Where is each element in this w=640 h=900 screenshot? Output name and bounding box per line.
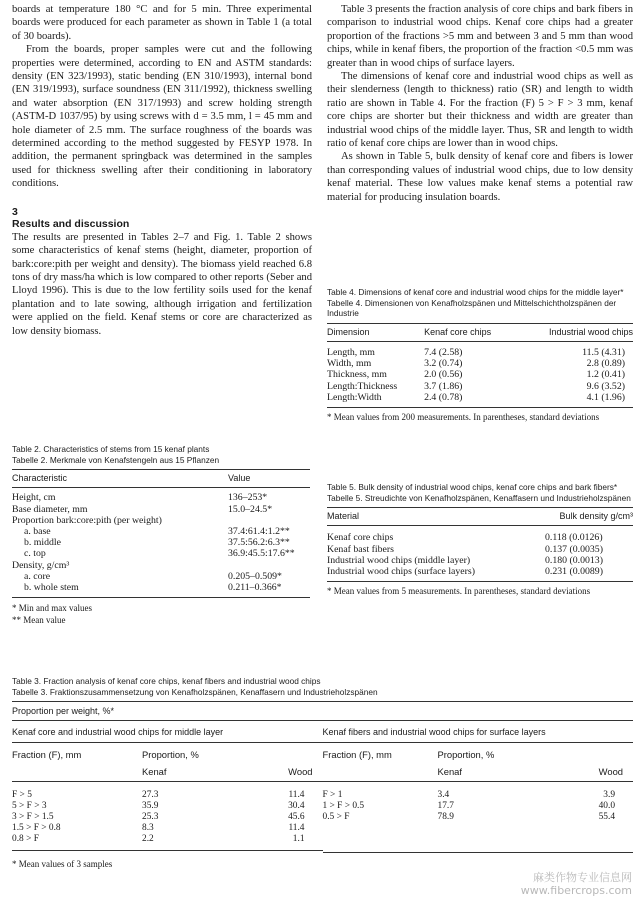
paragraph: boards at temperature 180 °C and for 5 min. Three experimental boards were produced for each parameter as shown in Table 1 (a total of 30 boards). [12,4,312,42]
table-footnote: ** Mean value [12,614,66,625]
table-cell: 0.205–0.509* [228,570,282,582]
table-row [327,341,633,358]
table-cell: Industrial wood chips (surface layers) [327,566,475,577]
table-row [12,801,323,812]
table-row [323,781,634,801]
characteristics-table [12,469,310,598]
table-cell: Height, cm [12,492,56,504]
table-cell: 1.5 > F > 0.8 [12,823,61,834]
table-caption-german: Tabelle 3. Fraktionszusammensetzung von Kenafholzspänen, Kenaffasern und Industrieholzspänen [12,686,378,697]
paragraph: The dimensions of kenaf core and industrial wood chips as well as their slenderness (length to thickness) ratio (SR) and length to width ratio are shown in Table 4. For the fraction (F) 5 > F > 3 mm, kenaf core chips are shorter but their thickness and width are greater than industrial wood chips of the middle layer. Thus, SR and length to width ratio of kenaf core chips are lower than in wood chips. [327,71,633,150]
table-row [327,566,633,582]
dimensions-table [327,323,633,408]
table-row [12,812,323,823]
table-cell: 4.1 (1.96) [586,391,625,403]
column-header: Fraction (F), mm [12,749,82,761]
table-cell: F > 5 [12,789,32,800]
table-cell [228,560,310,571]
bulk-density-table [327,507,633,582]
table-cell: 136–253* [228,492,268,504]
section-number: 3 [12,205,18,218]
table-cell: 3.4 [437,789,450,800]
table-cell: Kenaf core chips [327,532,394,544]
table-row [12,560,310,571]
table-row [327,358,633,369]
table-row [12,526,310,537]
table-cell: b. whole stem [24,582,79,594]
table-cell: 0.137 (0.0035) [545,543,603,555]
table-row [12,515,310,526]
table-cell: 8.3 [142,823,154,834]
table-row [12,781,323,801]
table-cell: 0.8 > F [12,834,39,845]
table-caption: Table 2. Characteristics of stems from 15 kenaf plants [12,444,210,454]
table-row [323,801,634,812]
section-heading: Results and discussion [12,217,130,230]
table-caption-german: Tabelle 2. Merkmale von Kenafstengeln aus 15 Pflanzen [12,454,220,465]
table-row [12,834,323,850]
table-cell: 35.9 [142,800,159,811]
table-row [327,544,633,555]
table-cell: Density, g/cm³ [12,559,70,571]
table-footnote: * Min and max values [12,603,92,614]
middle-layer-group [12,727,323,853]
table-3 [12,676,633,870]
table-cell: 0.118 (0.0126) [545,532,603,544]
column-header: Characteristic [12,473,68,484]
table-cell: 1.1 [292,834,305,845]
table-cell: 2.0 (0.56) [424,369,463,381]
table-cell: 15.0–24.5* [228,503,273,515]
table-footnote: * Mean values from 200 measurements. In parentheses, standard deviations [327,412,600,422]
table-caption: Table 3. Fraction analysis of kenaf core chips, kenaf fibers and industrial wood chips [12,676,321,686]
table-row [327,526,633,544]
table-row [323,812,634,853]
table-cell: 2.8 (0.89) [586,358,625,370]
table-cell: 11.4 [288,789,305,800]
table-cell: 27.3 [142,789,159,800]
table-row [12,504,310,515]
table-cell: Industrial wood chips (middle layer) [327,554,471,566]
table-cell: 0.5 > F [322,812,350,822]
table-cell: 3 > F > 1.5 [12,812,54,822]
table-5 [327,482,633,597]
table-cell: c. top [24,548,46,560]
paragraph: From the boards, proper samples were cut and the following properties were determined, according to EN and ASTM standards: density (EN 323/1993), static bending (EN 310/1993), internal bond (EN 319/1993), surface soundness (EN 311/1992), thickness swelling and water absorption (EN 317/1993) and screw holding strength (ASTM-D 1037/95) by using screws with d = 3.5 mm, l = 45 mm and hole diameter of 2.5 mm. The surface roughness of the boards was determined according to the method suggested by FESYP 1978. In addition, the permanent springback was determined in the samples used for thickness swelling after their conditioning in laboratory conditions. [12,44,312,190]
column-header: Proportion, % [142,749,199,761]
column-header: Bulk density g/cm³ [559,511,633,522]
table-cell: 3.2 (0.74) [424,358,463,370]
table-cell: 2.2 [142,834,154,845]
table-cell: Kenaf bast fibers [327,543,394,555]
table-row [12,488,310,504]
column-header: Kenaf [142,766,167,778]
left-text-column [12,3,312,338]
watermark-line: 麻类作物专业信息网 [533,871,632,884]
table-cell: Length:Width [327,391,382,403]
paragraph: The results are presented in Tables 2–7 and Fig. 1. Table 2 shows some characteristics of kenaf stems (height, diameter, proportion of bark:core:pith per weight and density). The biomass yield reached 6.8 tons of dry mass/ha which is low compared to other reports (Seber and Lloyd 1996). This is due to the low fertility soils used for the kenaf plantation and to late sowing, although irrigation and fertilization were applied on the field. Kenaf stems or core are characterized as low density biomass. [12,231,312,337]
table-row [12,823,323,834]
column-header: Industrial wood chips [548,326,633,337]
table-cell: 0.231 (0.0089) [545,566,603,577]
table-cell: 55.4 [598,812,615,822]
table-cell: 40.0 [598,800,615,811]
column-header: Wood [288,766,313,778]
table-cell: 1.2 (0.41) [586,369,625,381]
table-footnote: * Mean values of 3 samples [12,859,113,870]
table-caption: Table 4. Dimensions of kenaf core and industrial wood chips for the middle layer* [327,287,624,297]
paragraph: Table 3 presents the fraction analysis of core chips and bark fibers in comparison to industrial wood chips. Kenaf core chips had a greater proportion of the fractions >5 mm and between 3 and 5 mm than wood chips, while in kenaf fibers, the proportion of the fraction <0.5 mm was greater than in wood chips of surface layers. [327,4,633,69]
table-cell: Length, mm [327,346,375,358]
table-cell: 30.4 [288,800,305,811]
table-row [12,571,310,582]
table-cell: Thickness, mm [327,369,387,381]
column-header: Wood [598,766,623,778]
table-cell: Length:Thickness [327,380,398,392]
column-header: Fraction (F), mm [322,749,392,761]
column-header: Value [228,473,251,484]
column-header: Dimension [327,326,370,337]
right-text-column [327,3,633,204]
table-cell: 9.6 (3.52) [586,380,625,392]
table-caption-german: Tabelle 5. Streudichte von Kenafholzspänen, Kenaffasern und Industrieholzspänen [327,492,631,503]
column-header: Kenaf [437,766,462,778]
table-cell: 2.4 (0.78) [424,391,463,403]
table-cell: 3.9 [603,789,615,800]
table-cell: 5 > F > 3 [12,800,47,811]
table-4 [327,287,633,423]
table-cell: Base diameter, mm [12,503,88,515]
watermark-line: www.fibercrops.com [520,884,632,897]
table-cell: 0.180 (0.0013) [545,554,603,566]
table-cell: 3.7 (1.86) [424,380,463,392]
paragraph: As shown in Table 5, bulk density of kenaf core and fibers is lower than corresponding values of industrial wood chips, due to low density kenaf material. These low values make kenaf stems a potential raw material for producing insulation boards. [327,151,633,203]
table-caption: Table 5. Bulk density of industrial wood chips, kenaf core chips and bark fibers* [327,482,618,492]
proportion-header: Proportion per weight, %* [12,701,633,721]
table-cell: 17.7 [437,800,454,811]
table-cell: 37.5:56.2:6.3** [228,537,290,549]
table-row [327,381,633,392]
table-cell: b. middle [24,537,62,549]
column-header: Material [327,511,360,522]
table-row [327,392,633,408]
table-cell: 78.9 [437,812,454,822]
table-cell: 0.211–0.366* [228,582,282,594]
table-cell: Width, mm [327,358,372,370]
watermark [521,871,632,897]
table-row [327,369,633,380]
table-cell: 11.4 [288,823,305,834]
table-cell: 45.6 [288,812,305,822]
table-cell: Proportion bark:core:pith (per weight) [12,514,162,526]
surface-layer-group [323,727,634,853]
group-title: Kenaf core and industrial wood chips for middle layer [12,727,323,743]
table-cell: 11.5 (4.31) [582,346,625,358]
table-row [12,537,310,548]
table-row [12,548,310,559]
column-header: Proportion, % [437,749,495,761]
table-caption-german: Tabelle 4. Dimensionen von Kenafholzspänen und Mittelschichtholzspänen der Industrie [327,297,617,319]
table-footnote: * Mean values from 5 measurements. In parentheses, standard deviations [327,586,591,597]
group-title: Kenaf fibers and industrial wood chips for surface layers [323,727,634,743]
table-cell: 37.4:61.4:1.2** [228,526,290,537]
table-cell: 36.9:45.5:17.6** [228,548,295,560]
table-cell [228,515,310,526]
table-2 [12,444,310,626]
table-cell: a. core [24,570,51,582]
table-cell: a. base [24,526,51,537]
table-cell: 25.3 [142,812,159,822]
column-header: Kenaf core chips [424,326,492,337]
table-cell: F > 1 [322,789,343,800]
table-row [12,582,310,598]
table-row [327,555,633,566]
table-cell: 7.4 (2.58) [424,346,463,358]
table-cell: 1 > F > 0.5 [322,800,365,811]
